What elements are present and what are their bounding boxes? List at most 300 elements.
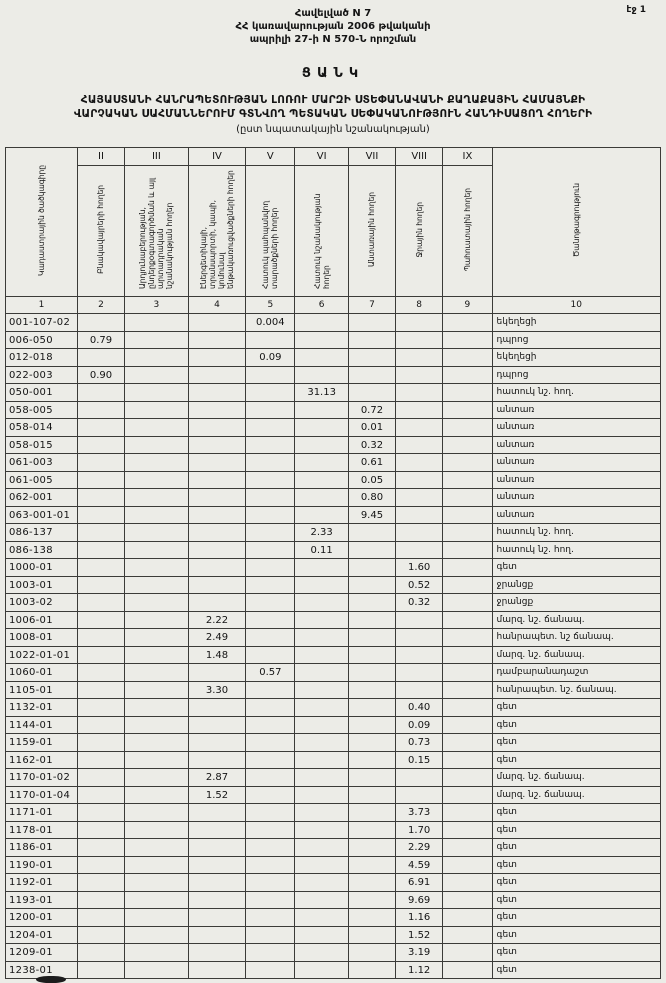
area-value-cell [188, 751, 245, 769]
cadastral-code-cell: 1178-01 [6, 821, 78, 839]
area-value-cell: 4.59 [396, 856, 443, 874]
note-cell: գետ [492, 804, 660, 822]
area-value-cell [125, 471, 189, 489]
area-value-cell [125, 734, 189, 752]
area-value-cell [295, 856, 348, 874]
area-value-cell [295, 804, 348, 822]
area-value-cell [246, 524, 295, 542]
header-roman-row [6, 148, 661, 166]
area-value-cell: 2.87 [188, 769, 245, 787]
cadastral-code-cell: 1171-01 [6, 804, 78, 822]
roman-numeral-cell: VIII [396, 148, 443, 166]
area-value-cell [188, 926, 245, 944]
area-value-cell [246, 611, 295, 629]
area-value-cell [188, 331, 245, 349]
table-row [6, 821, 661, 839]
area-value-cell [396, 366, 443, 384]
cadastral-code-cell: 1132-01 [6, 699, 78, 717]
area-value-cell: 0.05 [348, 471, 395, 489]
area-value-cell: 3.73 [396, 804, 443, 822]
note-cell: գետ [492, 734, 660, 752]
area-value-cell [188, 471, 245, 489]
column-header-label: Հատուկ պահպանվող տարածքների հողեր [261, 201, 280, 290]
table-row [6, 751, 661, 769]
area-value-cell [77, 699, 124, 717]
heading-line-2: ՎԱՐՉԱԿԱՆ ՍԱՀՄԱՆՆԵՐՈՒՄ ԳՏՆՎՈՂ ՊԵՏԱԿԱՆ ՍԵՓԱԿԱՆՈՒԹՅՈՒՆ ՀԱՆԴԻՍԱՑՈՂ ՀՈՂԵՐԻ [73, 108, 593, 121]
area-value-cell [246, 384, 295, 402]
area-value-cell [125, 821, 189, 839]
area-value-cell [348, 629, 395, 647]
area-value-cell [348, 891, 395, 909]
area-value-cell [443, 926, 492, 944]
area-value-cell [125, 891, 189, 909]
cadastral-code-cell: 1209-01 [6, 944, 78, 962]
area-value-cell [396, 436, 443, 454]
area-value-cell [295, 401, 348, 419]
area-value-cell [246, 419, 295, 437]
note-cell: գետ [492, 891, 660, 909]
cadastral-code-cell: 061-003 [6, 454, 78, 472]
area-value-cell [443, 401, 492, 419]
area-value-cell [348, 804, 395, 822]
area-value-cell: 0.32 [396, 594, 443, 612]
area-value-cell [295, 629, 348, 647]
area-value-cell [443, 944, 492, 962]
cadastral-code-cell: 1159-01 [6, 734, 78, 752]
area-value-cell [125, 664, 189, 682]
note-cell: հատուկ նշ. հող. [492, 541, 660, 559]
area-value-cell [443, 874, 492, 892]
area-value-cell [246, 734, 295, 752]
area-value-cell [188, 699, 245, 717]
area-value-cell [188, 874, 245, 892]
area-value-cell [188, 594, 245, 612]
note-cell: անտառ [492, 489, 660, 507]
area-value-cell [443, 839, 492, 857]
area-value-cell [188, 489, 245, 507]
area-value-cell [246, 576, 295, 594]
area-value-cell [125, 454, 189, 472]
roman-numeral-cell: III [125, 148, 189, 166]
cadastral-code-cell: 022-003 [6, 366, 78, 384]
cadastral-code-cell: 1190-01 [6, 856, 78, 874]
table-body [6, 314, 661, 979]
area-value-cell [246, 961, 295, 979]
area-value-cell [246, 559, 295, 577]
area-value-cell [125, 646, 189, 664]
area-value-cell [77, 909, 124, 927]
area-value-cell [295, 699, 348, 717]
table-row [6, 366, 661, 384]
area-value-cell [348, 786, 395, 804]
column-number-cell: 3 [125, 297, 189, 314]
cadastral-code-cell: 058-005 [6, 401, 78, 419]
cadastral-code-cell: 1238-01 [6, 961, 78, 979]
area-value-cell [443, 366, 492, 384]
area-value-cell [443, 769, 492, 787]
area-value-cell [77, 821, 124, 839]
area-value-cell: 0.09 [246, 349, 295, 367]
roman-numeral-cell: VI [295, 148, 348, 166]
cadastral-code-cell: 1060-01 [6, 664, 78, 682]
area-value-cell [396, 384, 443, 402]
area-value-cell [246, 629, 295, 647]
area-value-cell [295, 751, 348, 769]
area-value-cell [443, 331, 492, 349]
column-header-cell [77, 166, 124, 297]
area-value-cell [295, 594, 348, 612]
area-value-cell [77, 314, 124, 332]
area-value-cell [246, 681, 295, 699]
header-cadastral-code [6, 148, 78, 297]
column-header-cell [188, 166, 245, 297]
area-value-cell [125, 506, 189, 524]
area-value-cell [125, 629, 189, 647]
table-row [6, 611, 661, 629]
area-value-cell [77, 629, 124, 647]
note-cell: անտառ [492, 471, 660, 489]
area-value-cell [77, 874, 124, 892]
area-value-cell [188, 559, 245, 577]
area-value-cell [77, 419, 124, 437]
area-value-cell: 0.11 [295, 541, 348, 559]
area-value-cell [295, 489, 348, 507]
area-value-cell [188, 909, 245, 927]
note-cell: անտառ [492, 436, 660, 454]
area-value-cell [348, 751, 395, 769]
note-cell: գետ [492, 751, 660, 769]
table-row [6, 961, 661, 979]
area-value-cell [443, 541, 492, 559]
column-header-label: Էներգետիկայի, տրանսպորտի, կապի, կոմունալ ենթակառուցվածքների հողեր [198, 170, 235, 290]
cadastral-code-cell: 062-001 [6, 489, 78, 507]
area-value-cell [125, 874, 189, 892]
table-row [6, 331, 661, 349]
area-value-cell [188, 524, 245, 542]
area-value-cell [443, 716, 492, 734]
roman-numeral-cell: VII [348, 148, 395, 166]
area-value-cell [125, 804, 189, 822]
area-value-cell [125, 331, 189, 349]
area-value-cell [125, 961, 189, 979]
area-value-cell [188, 314, 245, 332]
area-value-cell [77, 769, 124, 787]
area-value-cell [295, 436, 348, 454]
area-value-cell [246, 331, 295, 349]
cadastral-code-cell: 1003-02 [6, 594, 78, 612]
area-value-cell [246, 769, 295, 787]
area-value-cell [246, 594, 295, 612]
area-value-cell [246, 891, 295, 909]
table-row [6, 436, 661, 454]
area-value-cell [125, 751, 189, 769]
page-number: էջ 1 [626, 5, 646, 15]
note-cell: հատուկ նշ. հող. [492, 384, 660, 402]
area-value-cell [77, 926, 124, 944]
note-cell: ջրանցք [492, 576, 660, 594]
cadastral-code-cell: 1006-01 [6, 611, 78, 629]
area-value-cell [443, 891, 492, 909]
area-value-cell [348, 856, 395, 874]
table-row [6, 401, 661, 419]
area-value-cell: 3.19 [396, 944, 443, 962]
note-cell: անտառ [492, 419, 660, 437]
area-value-cell [125, 384, 189, 402]
area-value-cell [77, 944, 124, 962]
area-value-cell [125, 541, 189, 559]
area-value-cell [348, 594, 395, 612]
table-head [6, 148, 661, 314]
area-value-cell: 0.73 [396, 734, 443, 752]
area-value-cell [443, 646, 492, 664]
column-header-cell [246, 166, 295, 297]
area-value-cell [396, 681, 443, 699]
table-row [6, 681, 661, 699]
area-value-cell [188, 944, 245, 962]
area-value-cell [246, 489, 295, 507]
area-value-cell [77, 559, 124, 577]
area-value-cell [246, 401, 295, 419]
area-value-cell [125, 349, 189, 367]
appendix-block [0, 0, 666, 46]
heading-line-1: ՀԱՅԱՍՏԱՆԻ ՀԱՆՐԱՊԵՏՈՒԹՅԱՆ ԼՈՌՈՒ ՄԱՐԶԻ ՍՏԵՓԱՆԱՎԱՆԻ ՔԱՂԱՔԱՅԻՆ ՀԱՄԱՅՆՔԻ [80, 94, 586, 106]
area-value-cell: 0.09 [396, 716, 443, 734]
note-cell: մարզ. նշ. ճանապ. [492, 646, 660, 664]
area-value-cell [443, 734, 492, 752]
table-row [6, 506, 661, 524]
table-row [6, 716, 661, 734]
area-value-cell [295, 821, 348, 839]
cadastral-code-cell: 1193-01 [6, 891, 78, 909]
area-value-cell [246, 506, 295, 524]
area-value-cell [396, 646, 443, 664]
cadastral-code-cell: 061-005 [6, 471, 78, 489]
area-value-cell [443, 506, 492, 524]
area-value-cell [348, 611, 395, 629]
table-row [6, 629, 661, 647]
table-row [6, 419, 661, 437]
area-value-cell [443, 576, 492, 594]
table-row [6, 804, 661, 822]
header-number-row [6, 297, 661, 314]
area-value-cell [125, 576, 189, 594]
area-value-cell: 0.57 [246, 664, 295, 682]
cadastral-code-cell: 086-137 [6, 524, 78, 542]
table-row [6, 664, 661, 682]
area-value-cell [77, 664, 124, 682]
note-cell: մարզ. նշ. ճանապ. [492, 611, 660, 629]
appendix-line-2: ՀՀ կառավարության 2006 թվականի [235, 21, 431, 32]
area-value-cell [188, 419, 245, 437]
area-value-cell [77, 541, 124, 559]
area-value-cell [443, 314, 492, 332]
cadastral-code-cell: 1204-01 [6, 926, 78, 944]
note-cell: անտառ [492, 454, 660, 472]
area-value-cell [396, 629, 443, 647]
area-value-cell [246, 804, 295, 822]
area-value-cell [125, 436, 189, 454]
area-value-cell [396, 349, 443, 367]
column-header-label: Բնակավայրերի հողեր [96, 184, 106, 274]
area-value-cell [295, 331, 348, 349]
area-value-cell [348, 874, 395, 892]
area-value-cell: 0.79 [77, 331, 124, 349]
note-cell: գետ [492, 716, 660, 734]
area-value-cell [246, 699, 295, 717]
area-value-cell [348, 839, 395, 857]
note-cell: եկեղեցի [492, 314, 660, 332]
header-note [492, 148, 660, 297]
area-value-cell [443, 436, 492, 454]
cadastral-code-cell: 1200-01 [6, 909, 78, 927]
area-value-cell [188, 664, 245, 682]
column-header-cell [295, 166, 348, 297]
area-value-cell: 2.33 [295, 524, 348, 542]
table-row [6, 384, 661, 402]
note-cell: դպրոց [492, 331, 660, 349]
area-value-cell [246, 751, 295, 769]
area-value-cell [188, 506, 245, 524]
area-value-cell [188, 961, 245, 979]
column-number-cell: 7 [348, 297, 395, 314]
area-value-cell: 0.80 [348, 489, 395, 507]
area-value-cell [246, 646, 295, 664]
column-header-cell [443, 166, 492, 297]
area-value-cell [77, 681, 124, 699]
note-cell: գետ [492, 926, 660, 944]
roman-numeral-cell: V [246, 148, 295, 166]
area-value-cell [295, 944, 348, 962]
area-value-cell [188, 541, 245, 559]
column-header-cell [396, 166, 443, 297]
area-value-cell [396, 611, 443, 629]
note-cell: անտառ [492, 506, 660, 524]
area-value-cell [348, 961, 395, 979]
area-value-cell [443, 961, 492, 979]
area-value-cell: 1.16 [396, 909, 443, 927]
area-value-cell [295, 909, 348, 927]
area-value-cell: 0.004 [246, 314, 295, 332]
table-row [6, 909, 661, 927]
area-value-cell [396, 471, 443, 489]
column-header-label: Հատուկ նշանակության հողեր [312, 193, 331, 290]
area-value-cell [348, 926, 395, 944]
area-value-cell [295, 314, 348, 332]
area-value-cell: 0.61 [348, 454, 395, 472]
table-row [6, 559, 661, 577]
area-value-cell [246, 786, 295, 804]
area-value-cell [295, 349, 348, 367]
area-value-cell [77, 489, 124, 507]
table-row [6, 524, 661, 542]
area-value-cell [443, 751, 492, 769]
area-value-cell [348, 314, 395, 332]
column-header-label: Անտառային հողեր [367, 191, 377, 267]
table-row [6, 576, 661, 594]
area-value-cell [77, 646, 124, 664]
roman-numeral-cell: II [77, 148, 124, 166]
area-value-cell [443, 349, 492, 367]
area-value-cell [77, 401, 124, 419]
table-row [6, 489, 661, 507]
column-number-cell: 10 [492, 297, 660, 314]
area-value-cell [188, 716, 245, 734]
area-value-cell [77, 716, 124, 734]
table-row [6, 734, 661, 752]
area-value-cell [188, 366, 245, 384]
area-value-cell [295, 716, 348, 734]
area-value-cell [396, 454, 443, 472]
area-value-cell [348, 821, 395, 839]
table-row [6, 314, 661, 332]
note-cell: եկեղեցի [492, 349, 660, 367]
area-value-cell [77, 891, 124, 909]
note-cell: հանրապետ. նշ ճանապ. [492, 629, 660, 647]
area-value-cell [77, 384, 124, 402]
area-value-cell: 0.15 [396, 751, 443, 769]
area-value-cell [295, 664, 348, 682]
area-value-cell [396, 524, 443, 542]
area-value-cell [125, 559, 189, 577]
area-value-cell [125, 769, 189, 787]
area-value-cell [348, 366, 395, 384]
area-value-cell [188, 436, 245, 454]
note-cell: հանրապետ. նշ. ճանապ. [492, 681, 660, 699]
area-value-cell [246, 454, 295, 472]
area-value-cell [188, 891, 245, 909]
cadastral-code-cell: 1105-01 [6, 681, 78, 699]
cadastral-code-cell: 1170-01-04 [6, 786, 78, 804]
cadastral-code-cell: 050-001 [6, 384, 78, 402]
area-value-cell: 6.91 [396, 874, 443, 892]
area-value-cell [348, 769, 395, 787]
cadastral-code-cell: 086-138 [6, 541, 78, 559]
column-number-cell: 2 [77, 297, 124, 314]
area-value-cell [295, 471, 348, 489]
area-value-cell [77, 436, 124, 454]
area-value-cell [443, 804, 492, 822]
note-cell: դպրոց [492, 366, 660, 384]
note-cell: գետ [492, 856, 660, 874]
area-value-cell [246, 856, 295, 874]
column-number-cell: 5 [246, 297, 295, 314]
area-value-cell [348, 909, 395, 927]
area-value-cell [295, 419, 348, 437]
area-value-cell [295, 506, 348, 524]
table-row [6, 646, 661, 664]
area-value-cell [188, 839, 245, 857]
area-value-cell [348, 716, 395, 734]
area-value-cell: 1.52 [188, 786, 245, 804]
area-value-cell [125, 594, 189, 612]
area-value-cell [77, 349, 124, 367]
note-cell: գետ [492, 699, 660, 717]
cadastral-code-cell: 063-001-01 [6, 506, 78, 524]
area-value-cell [188, 401, 245, 419]
area-value-cell [246, 541, 295, 559]
area-value-cell [348, 541, 395, 559]
area-value-cell [443, 909, 492, 927]
area-value-cell [125, 419, 189, 437]
column-number-cell: 4 [188, 297, 245, 314]
column-header-label: Ջրային հողեր [414, 201, 424, 258]
area-value-cell [246, 926, 295, 944]
area-value-cell [348, 331, 395, 349]
area-value-cell [246, 366, 295, 384]
area-value-cell [125, 944, 189, 962]
note-cell: ջրանցք [492, 594, 660, 612]
area-value-cell [77, 611, 124, 629]
